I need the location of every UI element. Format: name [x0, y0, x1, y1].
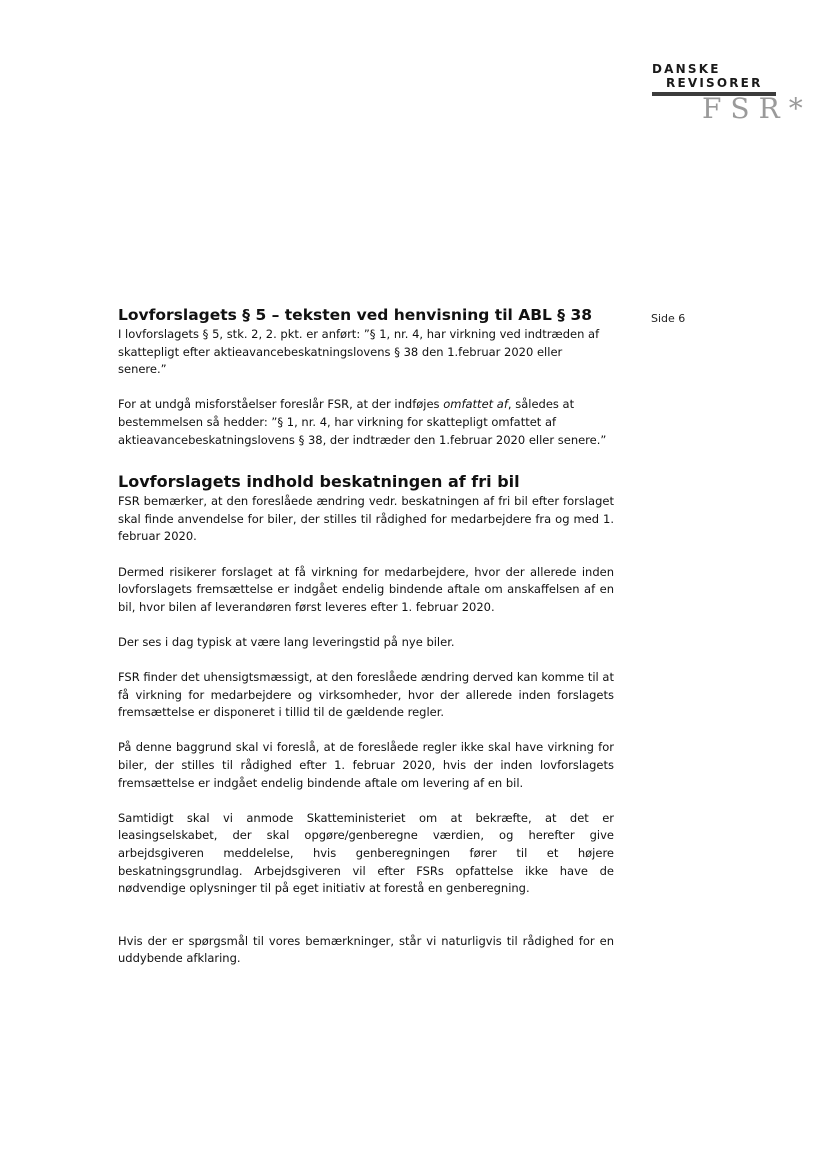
- paragraph: Der ses i dag typisk at være lang leveringstid på nye biler.: [118, 634, 455, 649]
- section-heading-abl-38: Lovforslagets § 5 – teksten ved henvisning til ABL § 38: [118, 306, 593, 324]
- logo-text-danske: DANSKE: [652, 62, 721, 76]
- page-number: Side 6: [651, 312, 686, 325]
- paragraph: Dermed risikerer forslaget at få virkning for medarbejdere, hvor der allerede inden lovforslagets fremsættelse er indgået endelig bindende aftale om anskaffelsen af en bil, hvor bilen af leverandøren først leveres efter 1. februar 2020.: [118, 564, 614, 614]
- paragraph: [118, 396, 614, 449]
- emphasis-text: omfattet af: [443, 397, 508, 412]
- paragraph-text: , således at bestemmelsen så hedder: ”§ 1, nr. 4, har virkning for skattepligt omfattet af aktieavancebeskatningslovens § 38, der indtræder den 1.februar 2020 eller senere.”: [118, 397, 607, 447]
- logo-mark-fsr: FSR*: [702, 92, 812, 125]
- logo-text-revisorer: REVISORER: [666, 76, 763, 90]
- document-body: [118, 304, 614, 968]
- paragraph-closing: Hvis der er spørgsmål til vores bemærkninger, står vi naturligvis til rådighed for en uddybende afklaring.: [118, 933, 614, 966]
- paragraph: Samtidigt skal vi anmode Skatteministeriet om at bekræfte, at det er leasingselskabet, der skal opgøre/genberegne værdien, og herefter give arbejdsgiveren meddelelse, hvis genberegningen fører til et højere beskatningsgrundlag. Arbejdsgiveren vil efter FSRs opfattelse ikke have de nødvendige oplysninger til på eget initiativ at forestå en genberegning.: [118, 810, 614, 896]
- paragraph: I lovforslagets § 5, stk. 2, 2. pkt. er anført: ”§ 1, nr. 4, har virkning ved indtræden af skattepligt efter aktieavancebeskatningslovens § 38 den 1.februar 2020 eller senere.”: [118, 327, 600, 377]
- paragraph: FSR finder det uhensigtsmæssigt, at den foreslåede ændring derved kan komme til at få virkning for medarbejdere og virksomheder, hvor der allerede inden forslagets fremsættelse er disponeret i tillid til de gældende regler.: [118, 670, 614, 720]
- section-heading-fri-bil: Lovforslagets indhold beskatningen af fri bil: [118, 472, 520, 492]
- paragraph: På denne baggrund skal vi foreslå, at de foreslåede regler ikke skal have virkning for biler, der stilles til rådighed efter 1. februar 2020, hvis der inden lovforslagets fremsættelse er indgået endelig bindende aftale om levering af en bil.: [118, 740, 614, 790]
- fsr-logo: [652, 62, 812, 125]
- paragraph-text: For at undgå misforståelser foreslår FSR, at der indføjes: [118, 397, 444, 412]
- paragraph: FSR bemærker, at den foreslåede ændring vedr. beskatningen af fri bil efter forslaget skal finde anvendelse for biler, der stilles til rådighed for medarbejdere fra og med 1. februar 2020.: [118, 494, 614, 544]
